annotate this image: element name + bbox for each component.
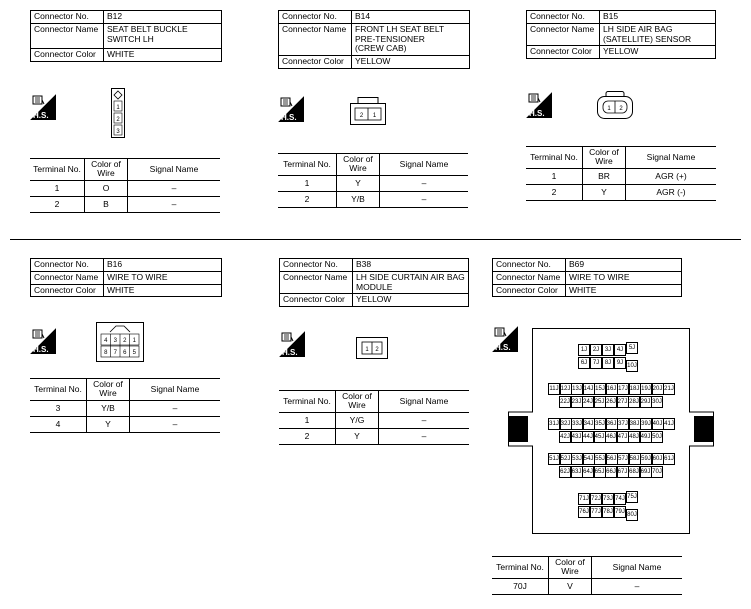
- label-connector-name: Connector Name: [493, 271, 566, 284]
- col-signal-name: Signal Name: [128, 159, 221, 181]
- pin-cavity: 5J: [626, 342, 638, 354]
- pin-cavity: 10J: [626, 360, 638, 372]
- hs-icon: H.S.: [30, 94, 56, 120]
- svg-text:7: 7: [113, 350, 117, 356]
- connector-info-b38: [279, 258, 469, 307]
- pin-cavity: 39J: [640, 418, 652, 430]
- table-row: 70J V –: [492, 578, 682, 594]
- connector-color-value: WHITE: [104, 284, 222, 297]
- pin-cavity: 77J: [590, 506, 602, 518]
- pin-cavity: 9J: [614, 357, 626, 369]
- pin-cavity: 58J: [629, 453, 641, 465]
- table-row: 1 Y/G –: [279, 412, 469, 428]
- pin-cavity: 17J: [617, 383, 629, 395]
- connector-name-value: WIRE TO WIRE: [566, 271, 682, 284]
- pin-label: 1: [116, 105, 120, 111]
- label-connector-color: Connector Color: [527, 46, 600, 59]
- pin-cavity: 49J: [640, 431, 652, 443]
- hs-icon: H.S.: [492, 326, 518, 352]
- pin-cavity: 79J: [614, 506, 626, 518]
- pin-cavity: 50J: [651, 431, 663, 443]
- pin-cavity: 73J: [602, 493, 614, 505]
- terminal-table-b15: Terminal No. Color of Wire Signal Name 1 BR AGR (+) 2 Y AGR (-): [526, 146, 716, 201]
- pin-cavity: 13J: [571, 383, 583, 395]
- pin-cavity: 68J: [628, 466, 640, 478]
- connector-name-value: SEAT BELT BUCKLE SWITCH LH: [104, 23, 222, 48]
- hs-icon: H.S.: [279, 331, 305, 357]
- pin-cavity: 11J: [548, 383, 560, 395]
- label-connector-color: Connector Color: [493, 284, 566, 297]
- connector-face-b38: [356, 337, 388, 359]
- pin-cavity: 12J: [560, 383, 572, 395]
- pin-label: 3: [116, 129, 120, 135]
- pin-cavity: 3J: [602, 344, 614, 356]
- pin-cavity: 27J: [617, 396, 629, 408]
- connector-face-b14: [350, 97, 386, 125]
- pin-cavity: 23J: [571, 396, 583, 408]
- pin-cavity: 59J: [640, 453, 652, 465]
- terminal-table-b12: [30, 158, 220, 213]
- pin-cavity: 29J: [640, 396, 652, 408]
- pin-label: 2: [116, 117, 120, 123]
- pin-cavity: 25J: [594, 396, 606, 408]
- pin-cavity: 66J: [605, 466, 617, 478]
- connector-info-b16: [30, 258, 222, 297]
- svg-text:8: 8: [104, 350, 108, 356]
- pin-cavity: 26J: [605, 396, 617, 408]
- pin-cavity: 51J: [548, 453, 560, 465]
- svg-text:2: 2: [375, 347, 379, 353]
- pin-cavity: 67J: [617, 466, 629, 478]
- pin-cavity: 38J: [629, 418, 641, 430]
- pin-cavity: 46J: [605, 431, 617, 443]
- pin-cavity: 8J: [602, 357, 614, 369]
- pin-cavity: 48J: [628, 431, 640, 443]
- connector-no-value: B15: [600, 11, 716, 24]
- pin-cavity: 45J: [594, 431, 606, 443]
- label-connector-name: Connector Name: [31, 271, 104, 284]
- connector-no-value: B14: [352, 11, 470, 24]
- pin-cavity: 60J: [652, 453, 664, 465]
- pin-cavity: 14J: [583, 383, 595, 395]
- table-row: 1 O –: [30, 180, 220, 196]
- label-connector-name: Connector Name: [279, 23, 352, 55]
- connector-no-value: B12: [104, 11, 222, 24]
- svg-text:1: 1: [372, 113, 377, 119]
- pin-cavity: 75J: [626, 491, 638, 503]
- svg-text:1: 1: [607, 106, 611, 112]
- terminal-table-b38: Terminal No. Color of Wire Signal Name 1 Y/G – 2 Y –: [279, 390, 469, 445]
- pin-cavity: 80J: [626, 509, 638, 521]
- svg-text:2: 2: [123, 338, 127, 344]
- pin-cavity: 56J: [606, 453, 618, 465]
- col-color-of-wire: Color of Wire: [85, 159, 128, 181]
- label-connector-name: Connector Name: [31, 23, 104, 48]
- section-divider: [10, 239, 741, 240]
- pin-cavity: 22J: [559, 396, 571, 408]
- label-connector-no: Connector No.: [31, 259, 104, 272]
- pin-cavity: 4J: [614, 344, 626, 356]
- pin-cavity: 63J: [571, 466, 583, 478]
- terminal-table-b69: Terminal No. Color of Wire Signal Name 70J V –: [492, 556, 682, 595]
- pin-cavity: 43J: [571, 431, 583, 443]
- pin-cavity: 31J: [548, 418, 560, 430]
- svg-text:1: 1: [365, 347, 369, 353]
- pin-cavity: 40J: [652, 418, 664, 430]
- pin-cavity: 35J: [594, 418, 606, 430]
- pin-cavity: 62J: [559, 466, 571, 478]
- label-connector-color: Connector Color: [31, 48, 104, 61]
- pin-cavity: 57J: [617, 453, 629, 465]
- hs-icon: H.S.: [278, 96, 304, 122]
- connector-no-value: B16: [104, 259, 222, 272]
- pin-cavity: 53J: [571, 453, 583, 465]
- pin-cavity: 69J: [640, 466, 652, 478]
- connector-info-b69: [492, 258, 682, 297]
- pin-cavity: 34J: [583, 418, 595, 430]
- connector-color-value: YELLOW: [600, 46, 716, 59]
- pin-cavity: 19J: [640, 383, 652, 395]
- label-connector-no: Connector No.: [493, 259, 566, 272]
- label-connector-color: Connector Color: [31, 284, 104, 297]
- pin-cavity: 6J: [578, 357, 590, 369]
- connector-name-value: LH SIDE CURTAIN AIR BAG MODULE: [353, 271, 469, 294]
- pin-cavity: 33J: [571, 418, 583, 430]
- pin-cavity: 7J: [590, 357, 602, 369]
- label-connector-no: Connector No.: [280, 259, 353, 272]
- table-row: 4 Y –: [30, 416, 220, 432]
- label-connector-name: Connector Name: [280, 271, 353, 294]
- connector-color-value: YELLOW: [352, 56, 470, 69]
- label-connector-no: Connector No.: [31, 11, 104, 24]
- pin-cavity: 65J: [594, 466, 606, 478]
- connector-info-b12: [30, 10, 222, 62]
- pin-cavity: 52J: [560, 453, 572, 465]
- pin-cavity: 41J: [663, 418, 675, 430]
- svg-text:1: 1: [132, 338, 136, 344]
- pin-cavity: 18J: [629, 383, 641, 395]
- pin-cavity: 24J: [582, 396, 594, 408]
- pin-cavity: 28J: [628, 396, 640, 408]
- svg-text:3: 3: [113, 338, 117, 344]
- connector-color-value: YELLOW: [353, 294, 469, 307]
- pin-cavity: 74J: [614, 493, 626, 505]
- pin-cavity: 54J: [583, 453, 595, 465]
- pin-cavity: 30J: [651, 396, 663, 408]
- table-row: 2 Y/B –: [278, 191, 468, 207]
- pin-cavity: 55J: [594, 453, 606, 465]
- pin-cavity: 78J: [602, 506, 614, 518]
- label-connector-color: Connector Color: [279, 56, 352, 69]
- pin-cavity: 37J: [617, 418, 629, 430]
- connector-name-value: LH SIDE AIR BAG (SATELLITE) SENSOR: [600, 23, 716, 46]
- table-row: 2 Y –: [279, 428, 469, 444]
- pin-cavity: 64J: [582, 466, 594, 478]
- connector-face-b12: [111, 88, 125, 138]
- terminal-table-b14: Terminal No. Color of Wire Signal Name 1 Y – 2 Y/B –: [278, 153, 468, 208]
- label-connector-color: Connector Color: [280, 294, 353, 307]
- pin-cavity: 2J: [590, 344, 602, 356]
- pin-cavity: 47J: [617, 431, 629, 443]
- pin-cavity: 42J: [559, 431, 571, 443]
- pin-cavity: 15J: [594, 383, 606, 395]
- connector-info-b15: [526, 10, 716, 59]
- table-row: 2 B –: [30, 196, 220, 212]
- connector-name-value: FRONT LH SEAT BELT PRE-TENSIONER (CREW CAB): [352, 23, 470, 55]
- hs-icon: H.S.: [526, 92, 552, 118]
- table-row: 1 Y –: [278, 175, 468, 191]
- pin-cavity: 1J: [578, 344, 590, 356]
- pin-cavity: 76J: [578, 506, 590, 518]
- pin-cavity: 16J: [606, 383, 618, 395]
- hs-icon: H.S.: [30, 328, 56, 354]
- table-row: 3 Y/B –: [30, 400, 220, 416]
- pin-cavity: 36J: [606, 418, 618, 430]
- svg-text:6: 6: [123, 350, 127, 356]
- connector-no-value: B69: [566, 259, 682, 272]
- pin-cavity: 71J: [578, 493, 590, 505]
- pin-cavity: 20J: [652, 383, 664, 395]
- pin-cavity: 70J: [651, 466, 663, 478]
- pin-cavity: 72J: [590, 493, 602, 505]
- label-connector-no: Connector No.: [527, 11, 600, 24]
- connector-no-value: B38: [353, 259, 469, 272]
- connector-info-b14: [278, 10, 470, 69]
- label-connector-name: Connector Name: [527, 23, 600, 46]
- connector-color-value: WHITE: [566, 284, 682, 297]
- pin-cavity: 32J: [560, 418, 572, 430]
- pin-cavity: 61J: [663, 453, 675, 465]
- svg-text:5: 5: [132, 350, 136, 356]
- svg-text:2: 2: [359, 113, 364, 119]
- svg-text:4: 4: [104, 338, 108, 344]
- label-connector-no: Connector No.: [279, 11, 352, 24]
- terminal-table-b16: Terminal No. Color of Wire Signal Name 3 Y/B – 4 Y –: [30, 378, 220, 433]
- connector-color-value: WHITE: [104, 48, 222, 61]
- table-row: 2 Y AGR (-): [526, 184, 716, 200]
- connector-face-b16: [96, 322, 144, 362]
- pin-cavity: 21J: [663, 383, 675, 395]
- pin-cavity: 44J: [582, 431, 594, 443]
- connector-face-b69: [508, 328, 714, 534]
- svg-text:2: 2: [619, 106, 623, 112]
- table-row: 1 BR AGR (+): [526, 168, 716, 184]
- connector-name-value: WIRE TO WIRE: [104, 271, 222, 284]
- connector-face-b15: [597, 91, 633, 119]
- col-terminal-no: Terminal No.: [30, 159, 85, 181]
